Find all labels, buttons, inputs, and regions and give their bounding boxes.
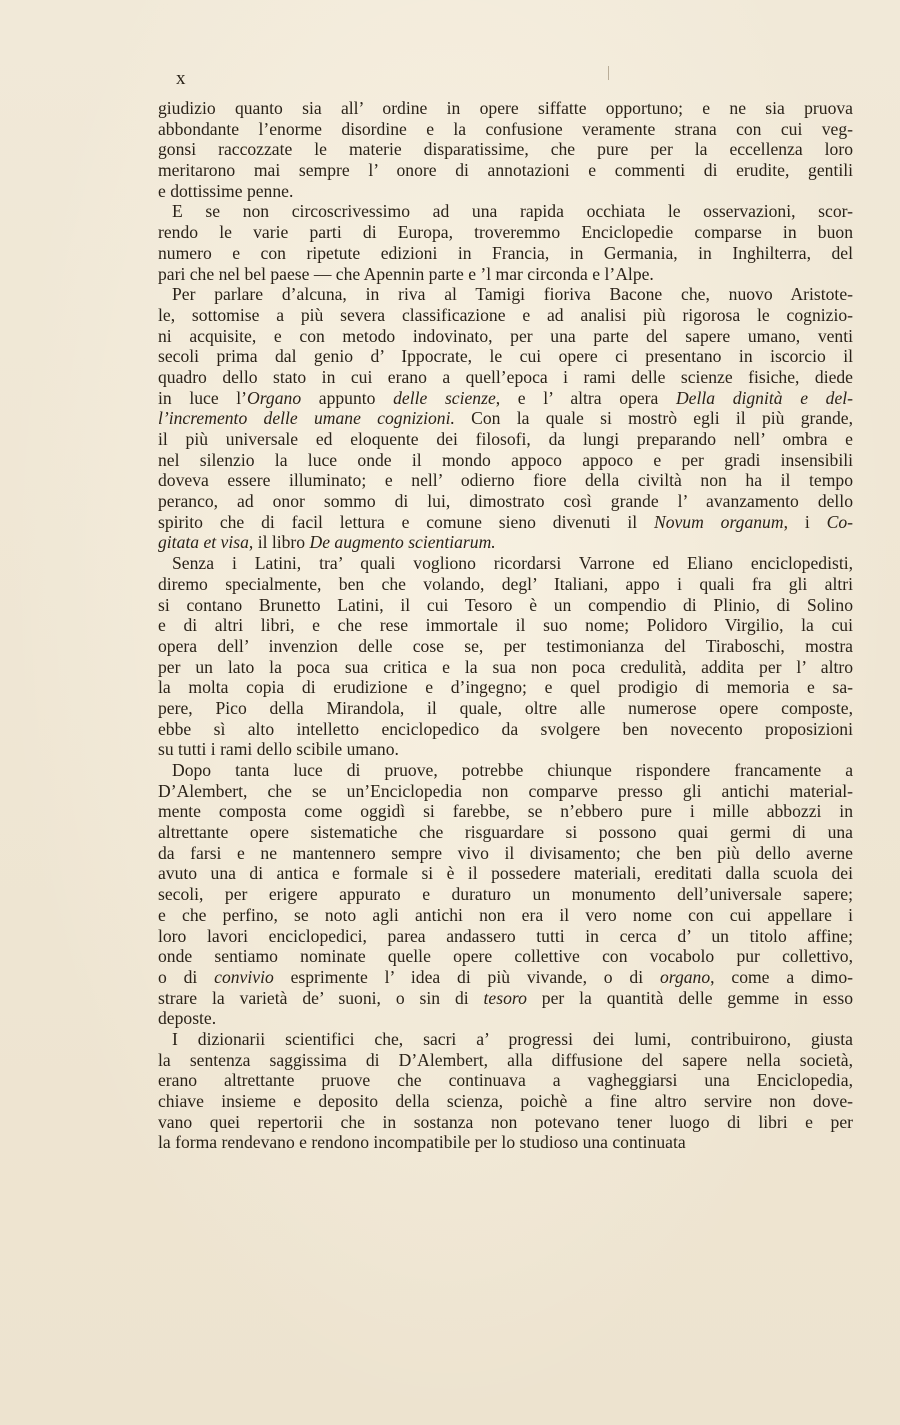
text-line: spirito che di facil lettura e comune sieno divenuti il Novum organum, i Co- [158, 511, 853, 532]
text-line: vano quei repertorii che in sostanza non potevano tener luogo di libri e per [158, 1111, 853, 1132]
text-line: si contano Brunetto Latini, il cui Tesoro è un compendio di Plinio, di Solino [158, 594, 853, 615]
text-line: e che perfino, se noto agli antichi non era il vero nome con cui appellare i [158, 904, 853, 925]
text-line: su tutti i rami dello scibile umano. [158, 739, 399, 760]
text-line: rendo le varie parti di Europa, troveremmo Enciclopedie comparse in buon [158, 222, 853, 243]
text-line: erano altrettante pruove che continuava a vagheggiarsi una Enciclopedia, [158, 1070, 853, 1091]
text-line: mente composta come oggidì si farebbe, se n’ebbero pure i mille abbozzi in [158, 801, 853, 822]
text-line: la sentenza saggissima di D’Alembert, alla diffusione del sapere nella società, [158, 1049, 853, 1070]
text-line: pari che nel bel paese — che Apennin parte e ’l mar circonda e l’Alpe. [158, 263, 654, 284]
text-line: E se non circoscrivessimo ad una rapida occhiata le osservazioni, scor- [172, 201, 853, 222]
text-line: strare la varietà de’ suoni, o sin di tesoro per la quantità delle gemme in esso [158, 987, 853, 1008]
page-number: x [176, 68, 187, 89]
text-line: Senza i Latini, tra’ quali vogliono ricordarsi Varrone ed Eliano enciclopedisti, [172, 553, 853, 574]
gutter-mark [608, 66, 609, 80]
text-line: secoli prima dal genio d’ Ippocrate, le cui opere ci presentano in iscorcio il [158, 346, 853, 367]
text-line: ebbe sì alto intelletto enciclopedico da svolgere ben novecento proposizioni [158, 718, 853, 739]
text-line: e dottissime penne. [158, 180, 294, 201]
text-line: secoli, per erigere appurato e duraturo un monumento dell’universale sapere; [158, 884, 853, 905]
text-line: onde sentiamo nominate quelle opere collettive con vocabolo pur collettivo, [158, 946, 853, 967]
text-line: Per parlare d’alcuna, in riva al Tamigi fioriva Bacone che, nuovo Aristote- [172, 284, 853, 305]
text-line: da farsi e ne mantennero sempre vivo il divisamento; che ben più dello averne [158, 842, 853, 863]
paragraph [158, 1029, 853, 1153]
text-line: chiave insieme e deposito della scienza, poichè a fine altro servire non dove- [158, 1091, 853, 1111]
text-line: o di convivio esprimente l’ idea di più vivande, o di organo, come a dimo- [158, 966, 853, 987]
text-line: per un lato la poca sua critica e la sua non poca credulità, addita per l’ altro [158, 656, 853, 677]
text-line: nel silenzio la luce onde il mondo appoco appoco e per gradi insensibili [158, 449, 853, 470]
text-line: doveva essere illuminato; e nell’ odierno fiore della civiltà non ha il tempo [158, 470, 853, 491]
text-line: gonsi raccozzate le materie disparatissime, che pure per la eccellenza loro [158, 139, 853, 160]
text-line: il più universale ed eloquente dei filosofi, da lungi preparando nell’ ombra e [158, 429, 853, 449]
paragraph [158, 201, 853, 284]
text-line: la molta copia di erudizione e d’ingegno; e quel prodigio di memoria e sa- [158, 677, 853, 698]
paragraph [158, 98, 853, 201]
text-line: le, sottomise a più severa classificazione e ad analisi più rigorosa le cognizio- [158, 304, 853, 325]
text-line: pere, Pico della Mirandola, il quale, oltre alle numerose opere composte, [158, 697, 853, 718]
text-line: ni acquisite, e con metodo indovinato, per una parte del sapere umano, venti [158, 325, 853, 346]
text-line: deposte. [158, 1008, 217, 1029]
text-line: avuto una di antica e formale si è il possedere materiali, ereditati dalla scuola dei [158, 863, 853, 884]
text-line: abbondante l’enorme disordine e la confusione veramente strana con cui veg- [158, 118, 853, 139]
text-line: in luce l’Organo appunto delle scienze, e l’ altra opera Della dignità e del- [158, 387, 853, 408]
text-line: loro lavori enciclopedici, parea andassero tutti in cerca d’ un titolo affine; [158, 925, 853, 946]
text-line: giudizio quanto sia all’ ordine in opere siffatte opportuno; e ne sia pruova [158, 98, 853, 118]
text-line: meritarono mai sempre l’ onore di annotazioni e commenti di erudite, gentili [158, 160, 853, 181]
text-line: Dopo tanta luce di pruove, potrebbe chiunque rispondere francamente a [172, 760, 853, 780]
text-line: quadro dello stato in cui erano a quell’epoca i rami delle scienze fisiche, diede [158, 366, 853, 387]
text-line: gitata et visa, il libro De augmento scientiarum. [158, 532, 496, 553]
text-line: diremo specialmente, ben che volando, degl’ Italiani, appo i quali fra gli altri [158, 573, 853, 594]
text-line: altrettante opere sistematiche che risguardare si possono quai germi di una [158, 822, 853, 843]
text-line: opera dell’ invenzion delle cose se, per testimonianza del Tiraboschi, mostra [158, 635, 853, 656]
paragraph [158, 284, 853, 553]
text-line: l’incremento delle umane cognizioni. Con la quale si mostrò egli il più grande, [158, 408, 853, 429]
text-line: I dizionarii scientifici che, sacri a’ progressi dei lumi, contribuirono, giusta [172, 1028, 853, 1049]
text-line: e di altri libri, e che rese immortale il suo nome; Polidoro Virgilio, la cui [158, 615, 853, 636]
text-line: peranco, ad onor sommo di lui, dimostrato così grande l’ avanzamento dello [158, 491, 853, 512]
body-text [158, 98, 853, 1153]
paragraph [158, 760, 853, 1029]
text-line: D’Alembert, che se un’Enciclopedia non comparve presso gli antichi material- [158, 780, 853, 801]
text-line: la forma rendevano e rendono incompatibile per lo studioso una continuata [158, 1132, 686, 1153]
text-line: numero e con ripetute edizioni in Francia, in Germania, in Inghilterra, del [158, 242, 853, 263]
paragraph [158, 553, 853, 760]
